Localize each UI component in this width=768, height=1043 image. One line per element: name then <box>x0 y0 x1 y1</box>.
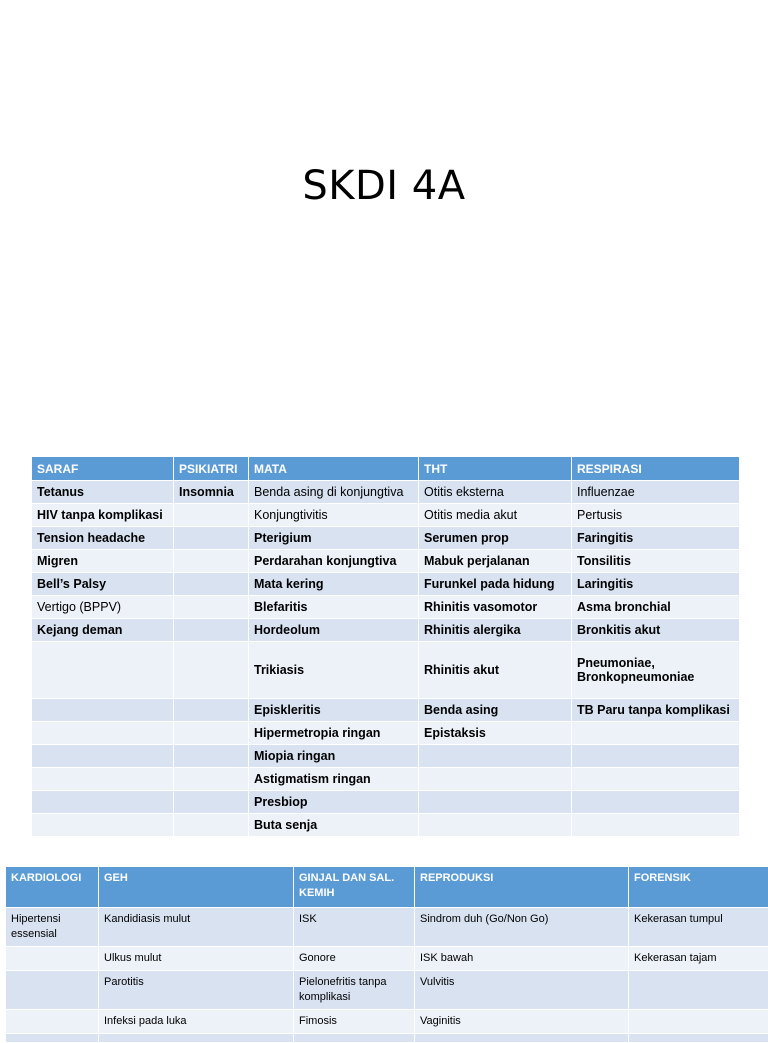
table-cell <box>629 1010 768 1034</box>
table-cell <box>415 1034 629 1043</box>
table-cell <box>174 814 249 837</box>
table-cell <box>419 814 572 837</box>
table-cell <box>174 642 249 699</box>
header-ginjal: GINJAL DAN SAL. KEMIH <box>294 867 415 908</box>
table-cell: Tonsilitis <box>572 550 740 573</box>
table-cell: Faringitis <box>572 527 740 550</box>
table-cell <box>32 722 174 745</box>
table-cell: Vulvitis <box>415 971 629 1010</box>
table-header-row <box>6 867 768 908</box>
table-cell: Benda asing <box>419 699 572 722</box>
table-cell: Epistaksis <box>419 722 572 745</box>
table-cell: Miopia ringan <box>249 745 419 768</box>
header-forensik: FORENSIK <box>629 867 768 908</box>
header-geh: GEH <box>99 867 294 908</box>
table-cell: Rhinitis alergika <box>419 619 572 642</box>
table-row <box>32 791 740 814</box>
table-cell <box>572 745 740 768</box>
table-cell: Tension headache <box>32 527 174 550</box>
header-psikiatri: PSIKIATRI <box>174 457 249 481</box>
table-cell <box>174 619 249 642</box>
table-row <box>6 947 768 971</box>
table-cell: Insomnia <box>174 481 249 504</box>
table-cell <box>6 1034 99 1043</box>
table-row <box>32 596 740 619</box>
table-cell <box>32 745 174 768</box>
table-cell <box>419 745 572 768</box>
table-cell: Perdarahan konjungtiva <box>249 550 419 573</box>
table-cell: Otitis media akut <box>419 504 572 527</box>
table-row <box>6 1034 768 1043</box>
table-row <box>32 814 740 837</box>
table-cell: HIV tanpa komplikasi <box>32 504 174 527</box>
table-cell: Hipertensi essensial <box>6 908 99 947</box>
table-cell: Vertigo (BPPV) <box>32 596 174 619</box>
table-cell: Presbiop <box>249 791 419 814</box>
table-cell <box>572 814 740 837</box>
table-cell: Rhinitis akut <box>419 642 572 699</box>
table-cell: Kekerasan tajam <box>629 947 768 971</box>
header-saraf: SARAF <box>32 457 174 481</box>
table-cell: Fimosis <box>294 1010 415 1034</box>
header-mata: MATA <box>249 457 419 481</box>
table-cell <box>99 1034 294 1043</box>
table-cell <box>174 573 249 596</box>
table-row <box>32 768 740 791</box>
header-tht: THT <box>419 457 572 481</box>
table-cell: Pneumoniae, Bronkopneumoniae <box>572 642 740 699</box>
table-row <box>32 619 740 642</box>
table-cell: Kejang deman <box>32 619 174 642</box>
table-cell <box>32 768 174 791</box>
table-row <box>6 1010 768 1034</box>
slide-title: SKDI 4A <box>0 163 768 209</box>
table-row <box>32 573 740 596</box>
table-cell <box>6 1010 99 1034</box>
table-cell: Episkleritis <box>249 699 419 722</box>
table-cell <box>174 596 249 619</box>
table-cell: Mabuk perjalanan <box>419 550 572 573</box>
table-header-row <box>32 457 740 481</box>
table-cell <box>174 791 249 814</box>
table-cell <box>294 1034 415 1043</box>
table-cell: Trikiasis <box>249 642 419 699</box>
table-cell <box>6 971 99 1010</box>
table-cell: Buta senja <box>249 814 419 837</box>
table-cell <box>6 947 99 971</box>
table-cell: Pterigium <box>249 527 419 550</box>
table-cell: Sindrom duh (Go/Non Go) <box>415 908 629 947</box>
table-cell <box>572 768 740 791</box>
table-cell: Tetanus <box>32 481 174 504</box>
table-cell <box>32 642 174 699</box>
table-cell: Hipermetropia ringan <box>249 722 419 745</box>
header-kardiologi: KARDIOLOGI <box>6 867 99 908</box>
table-row <box>6 908 768 947</box>
table-cell: Benda asing di konjungtiva <box>249 481 419 504</box>
table-row <box>32 745 740 768</box>
table-cell: Parotitis <box>99 971 294 1010</box>
table-cell: Mata kering <box>249 573 419 596</box>
table-cell <box>174 745 249 768</box>
table-cell: Ulkus mulut <box>99 947 294 971</box>
table-cell: Infeksi pada luka <box>99 1010 294 1034</box>
table-cell: Hordeolum <box>249 619 419 642</box>
table-cell: Konjungtivitis <box>249 504 419 527</box>
table-cell: Furunkel pada hidung <box>419 573 572 596</box>
table-cell <box>32 699 174 722</box>
table-cell: TB Paru tanpa komplikasi <box>572 699 740 722</box>
header-respirasi: RESPIRASI <box>572 457 740 481</box>
table-cell <box>572 791 740 814</box>
table-cell <box>174 527 249 550</box>
table-row <box>32 722 740 745</box>
table-cell: Kekerasan tumpul <box>629 908 768 947</box>
table-cell: Astigmatism ringan <box>249 768 419 791</box>
table-row <box>32 642 740 699</box>
table-row <box>32 527 740 550</box>
table-cell: Pertusis <box>572 504 740 527</box>
table-cell <box>174 699 249 722</box>
table-cell <box>419 791 572 814</box>
skdi-table-1 <box>31 456 740 837</box>
table-cell <box>32 791 174 814</box>
table-cell <box>174 550 249 573</box>
table-cell: Influenzae <box>572 481 740 504</box>
header-reproduksi: REPRODUKSI <box>415 867 629 908</box>
table-cell: Bronkitis akut <box>572 619 740 642</box>
table-cell: ISK <box>294 908 415 947</box>
table-row <box>32 481 740 504</box>
table-cell <box>174 722 249 745</box>
table-cell: Asma bronchial <box>572 596 740 619</box>
table-cell: Blefaritis <box>249 596 419 619</box>
table-cell: Otitis eksterna <box>419 481 572 504</box>
table-row <box>32 699 740 722</box>
table-cell: Rhinitis vasomotor <box>419 596 572 619</box>
table-cell: Bell’s Palsy <box>32 573 174 596</box>
table-cell <box>174 504 249 527</box>
table-cell: Pielonefritis tanpa komplikasi <box>294 971 415 1010</box>
table-row <box>32 550 740 573</box>
table-cell: Kandidiasis mulut <box>99 908 294 947</box>
table-cell: Vaginitis <box>415 1010 629 1034</box>
table-cell <box>572 722 740 745</box>
table-cell <box>629 1034 768 1043</box>
table-cell: Migren <box>32 550 174 573</box>
table-cell: Gonore <box>294 947 415 971</box>
table-row <box>6 971 768 1010</box>
table-cell: ISK bawah <box>415 947 629 971</box>
table-cell <box>32 814 174 837</box>
table-cell <box>174 768 249 791</box>
table-cell <box>629 971 768 1010</box>
table-cell: Laringitis <box>572 573 740 596</box>
table-cell: Serumen prop <box>419 527 572 550</box>
table-row <box>32 504 740 527</box>
skdi-table-2 <box>5 866 768 1043</box>
table-cell <box>419 768 572 791</box>
